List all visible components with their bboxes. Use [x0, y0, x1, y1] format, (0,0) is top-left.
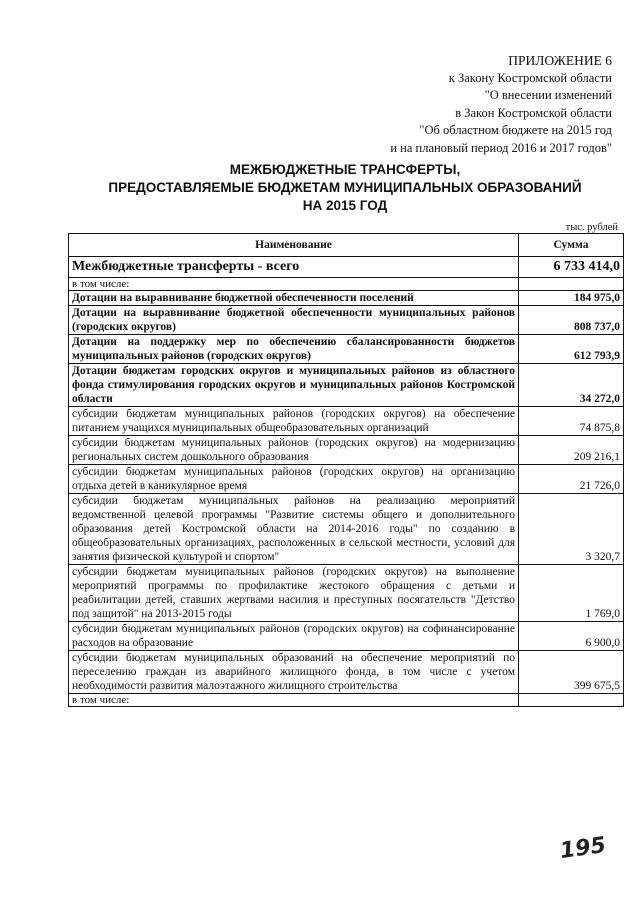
transfers-table: [68, 233, 624, 707]
row-name: Дотации на поддержку мер по обеспечению сбалансированности бюджетов муниципальных районов (городских округов): [69, 335, 519, 364]
appendix-header: [390, 52, 612, 157]
row-sum: 1 769,0: [519, 565, 624, 622]
row-sum: 184 975,0: [519, 291, 624, 306]
row-name: субсидии бюджетам муниципальных районов (городских округов) на модернизацию региональных систем дошкольного образования: [69, 436, 519, 465]
table-row: [69, 436, 624, 465]
row-name: Дотации бюджетам городских округов и муниципальных районов из областного фонда стимулирования городских округов и муниципальных районов Костромской области: [69, 364, 519, 407]
appendix-line: в Закон Костромской области: [455, 105, 612, 120]
row-sum: 6 900,0: [519, 622, 624, 651]
row-name: Дотации на выравнивание бюджетной обеспеченности поселений: [69, 291, 519, 306]
appendix-line: и на плановый период 2016 и 2017 годов": [390, 140, 612, 155]
appendix-line: ПРИЛОЖЕНИЕ 6: [508, 53, 612, 68]
title-line: МЕЖБЮДЖЕТНЫЕ ТРАНСФЕРТЫ,: [229, 162, 461, 177]
table-row: [69, 565, 624, 622]
total-name: Межбюджетные трансферты - всего: [69, 257, 519, 278]
row-name: субсидии бюджетам муниципальных районов (городских округов) на выполнение мероприятий программы по профилактике жестокого обращения с детьми и реабилитации детей, ставших жертвами насилия и преступных посягательств "Детство под защитой" на 2013-2015 годы: [69, 565, 519, 622]
header-sum: Сумма: [519, 234, 624, 257]
row-sum: 808 737,0: [519, 306, 624, 335]
title-line: ПРЕДОСТАВЛЯЕМЫЕ БЮДЖЕТАМ МУНИЦИПАЛЬНЫХ ОБРАЗОВАНИЙ: [108, 180, 582, 195]
table-row: [69, 291, 624, 306]
table-row: [69, 465, 624, 494]
page-number: 195: [558, 832, 608, 865]
header-name: Наименование: [69, 234, 519, 257]
including-sum-empty: [519, 694, 624, 707]
table-row: [69, 494, 624, 565]
including-sum-empty: [519, 278, 624, 291]
document-title: [70, 161, 620, 215]
including-label: в том числе:: [69, 278, 519, 291]
appendix-line: "Об областном бюджете на 2015 год: [419, 123, 612, 137]
row-name: субсидии бюджетам муниципальных районов (городских округов) на обеспечение питанием учащихся муниципальных общеобразовательных организаций: [69, 407, 519, 436]
appendix-line: к Закону Костромской области: [448, 70, 612, 85]
table-row: [69, 364, 624, 407]
row-sum: 612 793,9: [519, 335, 624, 364]
appendix-line: "О внесении изменений: [484, 88, 612, 102]
total-row: [69, 257, 624, 278]
table-row: [69, 335, 624, 364]
row-name: Дотации на выравнивание бюджетной обеспеченности муниципальных районов (городских округов): [69, 306, 519, 335]
row-name: субсидии бюджетам муниципальных районов на реализацию мероприятий ведомственной целевой программы "Развитие системы общего и дополнительного образования детей Костромской области на 2014-2016 годы" по созданию в общеобразовательных организациях, расположенных в сельской местности, условий для занятия физической культурой и спортом": [69, 494, 519, 565]
row-sum: 399 675,5: [519, 651, 624, 694]
row-sum: 21 726,0: [519, 465, 624, 494]
title-line: НА 2015 ГОД: [302, 198, 388, 213]
total-sum: 6 733 414,0: [519, 257, 624, 278]
row-sum: 74 875,8: [519, 407, 624, 436]
including-row-bottom: [69, 694, 624, 707]
table-row: [69, 407, 624, 436]
table-body: [69, 257, 624, 707]
unit-label: тыс. рублей: [565, 222, 618, 233]
row-name: субсидии бюджетам муниципальных районов (городских округов) на софинансирование расходов на образование: [69, 622, 519, 651]
table-header-row: [69, 234, 624, 257]
row-name: субсидии бюджетам муниципальных районов (городских округов) на организацию отдыха детей в каникулярное время: [69, 465, 519, 494]
table-row: [69, 306, 624, 335]
including-row: [69, 278, 624, 291]
row-name: субсидии бюджетам муниципальных образований на обеспечение мероприятий по переселению граждан из аварийного жилищного фонда, в том числе с учетом необходимости развития малоэтажного жилищного строительства: [69, 651, 519, 694]
row-sum: 34 272,0: [519, 364, 624, 407]
table-row: [69, 622, 624, 651]
row-sum: 3 320,7: [519, 494, 624, 565]
including-label-bottom: в том числе:: [69, 694, 519, 707]
row-sum: 209 216,1: [519, 436, 624, 465]
table-row: [69, 651, 624, 694]
